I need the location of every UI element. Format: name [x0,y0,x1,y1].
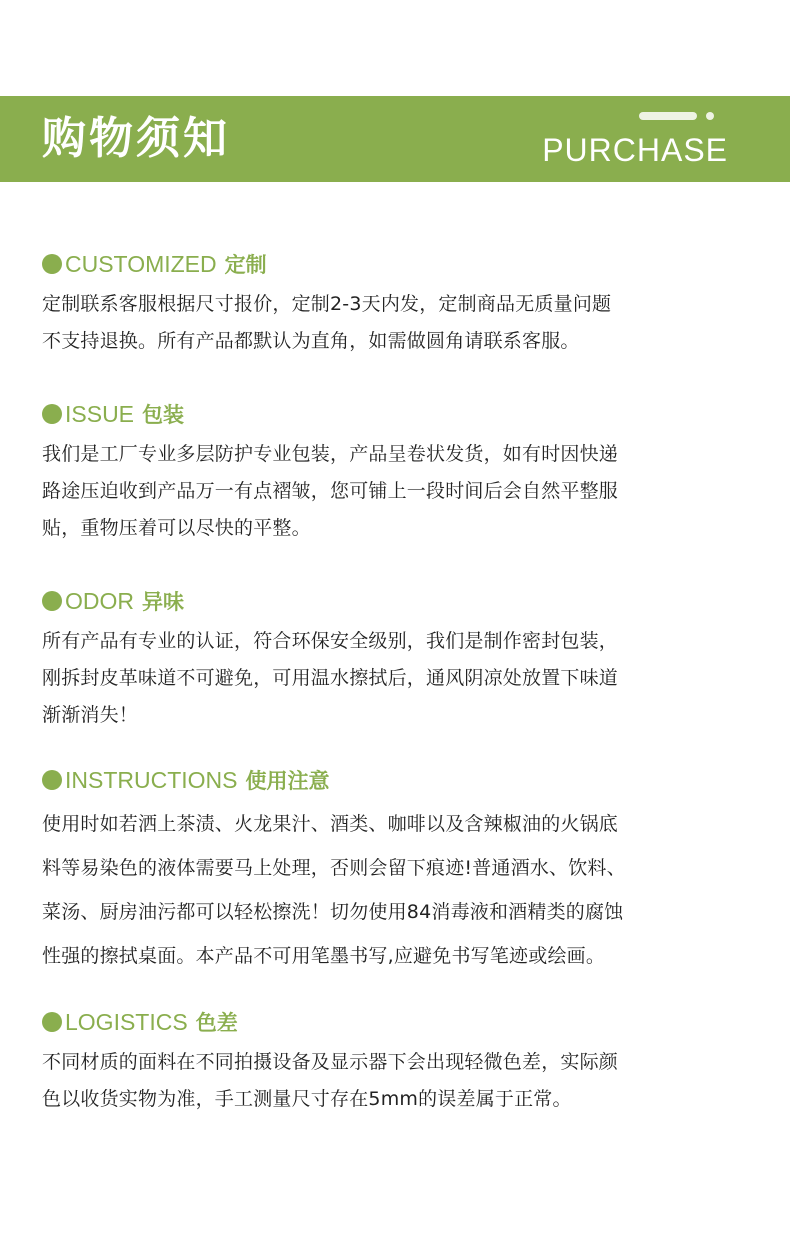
body-line: 渐渐消失！ [42,704,139,726]
section-heading [42,1008,742,1036]
decorative-dot [706,112,714,120]
section-instructions [42,766,742,978]
body-line: 使用时如若洒上茶渍、火龙果汁、酒类、咖啡以及含辣椒油的火锅底 [42,813,619,835]
body-line: 菜汤、厨房油污都可以轻松擦洗！切勿使用84消毒液和酒精类的腐蚀 [42,901,624,923]
page-subtitle: PURCHASE [542,132,728,168]
section-heading [42,250,742,278]
header-banner [0,96,790,182]
bullet-dot-icon [42,1012,62,1032]
section-heading-en: CUSTOMIZED [65,250,217,277]
body-line: 色以收货实物为准，手工测量尺寸存在5mm的误差属于正常。 [42,1088,572,1110]
section-heading-en: ISSUE [65,400,135,427]
body-line: 定制联系客服根据尺寸报价，定制2-3天内发，定制商品无质量问题 [42,293,612,315]
section-odor [42,587,742,734]
section-body [42,623,742,734]
body-line: 料等易染色的液体需要马上处理，否则会留下痕迹!普通酒水、饮料、 [42,857,626,879]
section-heading-cn: 异味 [142,590,184,614]
body-line: 刚拆封皮革味道不可避免，可用温水擦拭后，通风阴凉处放置下味道 [42,667,619,689]
body-line: 所有产品有专业的认证，符合环保安全级别，我们是制作密封包装， [42,630,619,652]
section-heading-en: ODOR [65,587,134,614]
section-customized [42,250,742,360]
body-line: 我们是工厂专业多层防护专业包装，产品呈卷状发货，如有时因快递 [42,443,619,465]
bullet-dot-icon [42,254,62,274]
section-heading-cn: 定制 [224,253,267,277]
section-heading-cn: 包装 [142,403,185,427]
bullet-dot-icon [42,591,62,611]
section-heading-cn: 使用注意 [245,769,330,793]
section-heading-en: INSTRUCTIONS [65,766,238,793]
body-line: 不同材质的面料在不同拍摄设备及显示器下会出现轻微色差，实际颜 [42,1051,619,1073]
section-body [42,802,742,978]
body-line: 不支持退换。所有产品都默认为直角，如需做圆角请联系客服。 [42,330,580,352]
body-line: 路途压迫收到产品万一有点褶皱，您可铺上一段时间后会自然平整服 [42,480,619,502]
section-body [42,1044,742,1118]
section-heading-cn: 色差 [195,1011,238,1035]
section-heading [42,587,742,615]
section-heading [42,766,742,794]
bullet-dot-icon [42,770,62,790]
page-title: 购物须知 [42,113,230,164]
section-logistics [42,1008,742,1118]
section-body [42,436,742,547]
section-heading [42,400,742,428]
section-heading-en: LOGISTICS [65,1008,188,1035]
body-line: 性强的擦拭桌面。本产品不可用笔墨书写,应避免书写笔迹或绘画。 [42,945,606,967]
body-line: 贴，重物压着可以尽快的平整。 [42,517,311,539]
section-body [42,286,742,360]
section-issue [42,400,742,547]
decorative-pill [639,112,697,120]
bullet-dot-icon [42,404,62,424]
